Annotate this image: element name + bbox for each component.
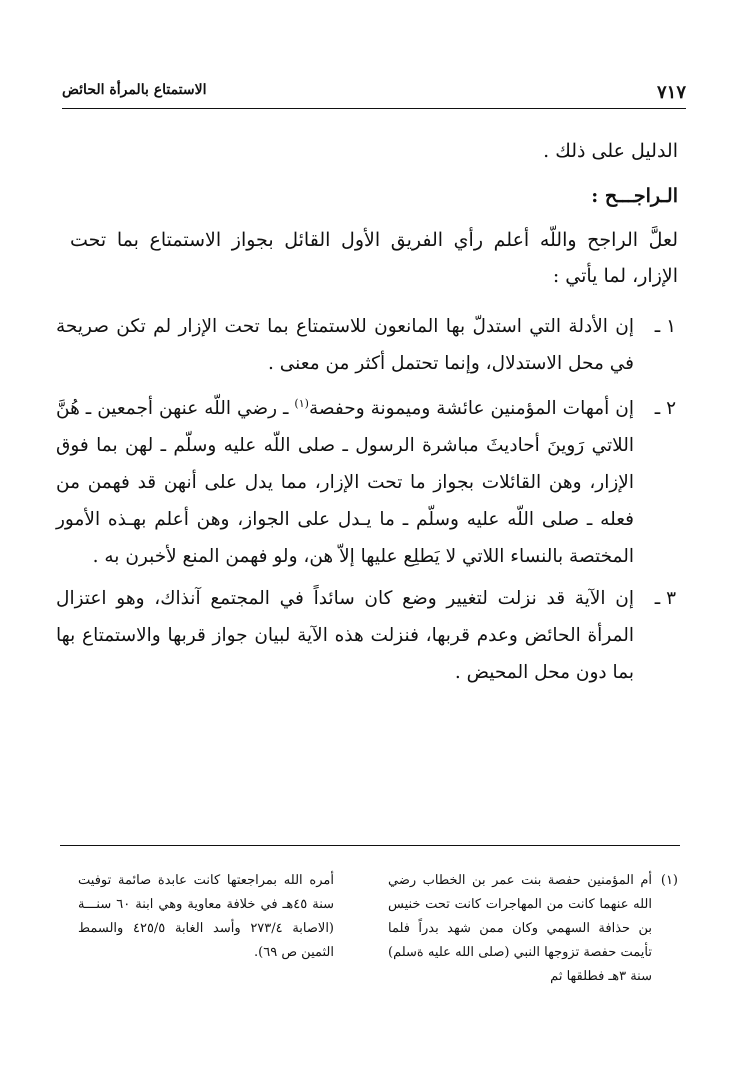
footnote-divider — [60, 845, 680, 846]
item-number: ٣ ـ — [654, 588, 676, 609]
list-item — [56, 390, 676, 575]
item-text: إن الأدلة التي استدلّ بها المانعون للاستمتاع بما تحت الإزار لم تكن صريحة في محل الاستدلال، وإنما تحتمل أكثر من معنى . — [56, 316, 634, 374]
intro-line: الدليل على ذلك . — [543, 140, 678, 162]
conclusion-paragraph: لعلَّ الراجح واللّه أعلم رأي الفريق الأول القائل بجواز الاستمتاع بما تحت الإزار، لما يأتي : — [70, 229, 678, 287]
section-heading: الـراجـــح : — [591, 185, 678, 207]
page-header — [62, 82, 686, 109]
item-text-start: إن أمهات المؤمنين عائشة وميمونة وحفصة — [308, 398, 634, 419]
footnote-number: (١) — [660, 873, 678, 888]
item-number: ٢ ـ — [654, 398, 676, 419]
footnote-reference: (١) — [294, 396, 309, 410]
item-text: إن الآية قد نزلت لتغيير وضع كان سائداً في المجتمع آنذاك، وهو اعتزال المرأة الحائض وعدم قربها، فنزلت هذه الآية لبيان جواز قربها والاستمتاع بها بما دون محل المحيض . — [56, 588, 634, 683]
list-item — [56, 308, 676, 382]
footnote-column-right — [388, 869, 678, 989]
item-text — [56, 390, 634, 575]
list-item — [56, 580, 676, 691]
running-title: الاستمتاع بالمرأة الحائض — [62, 82, 207, 98]
item-number: ١ ـ — [654, 316, 676, 337]
item-text-rest: ـ رضي اللّه عنهن أجمعين ـ هُنَّ اللاتي رَوينَ أحاديثَ مباشرة الرسول ـ صلى اللّه عليه وسلّم ـ لهن بما فوق الإزار، وهن القائلات بجواز ما تحت الإزار، مما يدل على أنهن قد فهمن من فعله ـ صلى اللّه عليه وسلّم ـ ما يـدل على الجواز، وهن أعلم بهـذه الأمور المختصة بالنساء اللاتي لا يَطلِع عليها إلاّ هن، ولو فهمن المنع لأخبرن به . — [56, 398, 634, 567]
footnote-text: أم المؤمنين حفصة بنت عمر بن الخطاب رضي الله عنهما كانت من المهاجرات كانت تحت خنيس بن حذافة السهمي وكان ممن شهد بدراً فلما تأيمت حفصة تزوجها النبي (صلى الله عليه ةسلم) سنة ٣هـ فطلقها ثم — [388, 873, 652, 984]
page-number: ٧١٧ — [656, 82, 686, 103]
footnote-column-left: أمره الله بمراجعتها كانت عابدة صائمة توفيت سنة ٤٥هـ في خلافة معاوية وهي ابنة ٦٠ سنـــة (الاصابة ٢٧٣/٤ وأسد الغابة ٤٢٥/٥ والسمط الثمين ص ٦٩). — [78, 873, 335, 960]
